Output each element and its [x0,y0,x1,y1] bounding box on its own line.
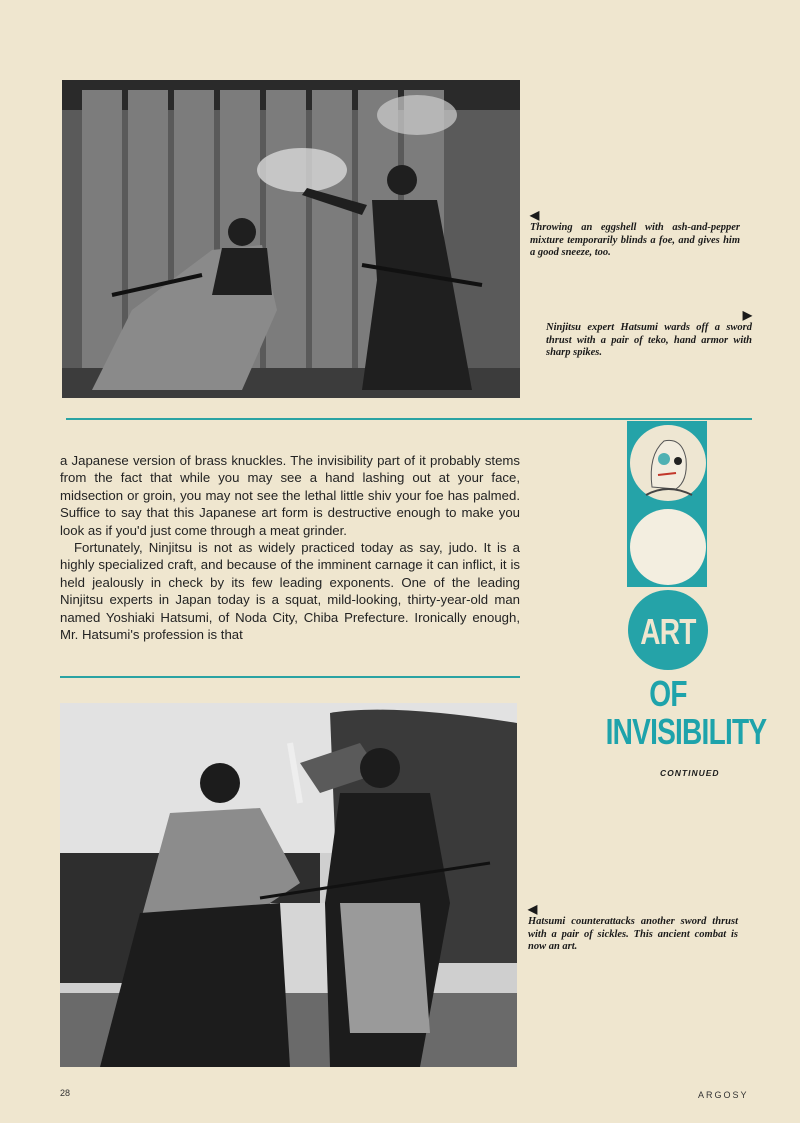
title-word-invisibility: INVISIBILITY [605,711,767,752]
photo-sickle-fight [60,703,517,1067]
body-paragraph-2: Fortunately, Ninjitsu is not as widely practiced today as say, judo. It is a highly specialized craft, and because of the imminent carnage it can inflict, it is held jealously in check by its few leading exponents. One of the leading Ninjitsu experts in Japan today is a squat, mild-looking, thirty-year-old man named Yoshiaki Hatsumi, of Noda City, Chiba Prefecture. Ironically enough, Mr. Hatsumi's profession is that [60,540,520,643]
caption-arrow-left-icon: ◀ [528,902,538,916]
divider-rule-top [66,418,752,420]
title-white-circle [630,509,706,585]
caption-eggshell-text: Throwing an eggshell with ash-and-pepper mixture temporarily blinds a foe, and gives him a good sneeze, too. [530,222,740,258]
photo-eggshell-fight [62,80,520,398]
caption-eggshell [530,208,740,260]
caption-teko-text: Ninjitsu expert Hatsumi wards off a sword thrust with a pair of teko, hand armor with sharp spikes. [546,322,752,358]
magazine-name: ARGOSY [698,1090,749,1100]
divider-rule-middle [60,676,520,678]
body-paragraph-1: a Japanese version of brass knuckles. The invisibility part of it probably stems from the fact that while you may see a hand lashing out at your face, midsection or groin, you may not see the lethal little shiv your foe has palmed. Suffice to say that this Japanese art form is destructive enough to make you look as if you'd just come through a meat grinder. [60,453,520,538]
masked-face-illustration [630,425,706,501]
caption-sickles-text: Hatsumi counterattacks another sword thrust with a pair of sickles. This ancient combat is now an art. [528,916,738,952]
page-number: 28 [60,1088,71,1098]
caption-sickles [528,902,738,954]
article-body [60,452,520,643]
title-word-art: ART [640,611,696,652]
caption-teko [546,308,752,360]
title-word-of: OF [649,673,687,714]
continued-label: CONTINUED [660,768,720,778]
caption-arrow-left-icon: ◀ [530,208,540,222]
caption-arrow-right-icon: ▶ [742,308,752,322]
